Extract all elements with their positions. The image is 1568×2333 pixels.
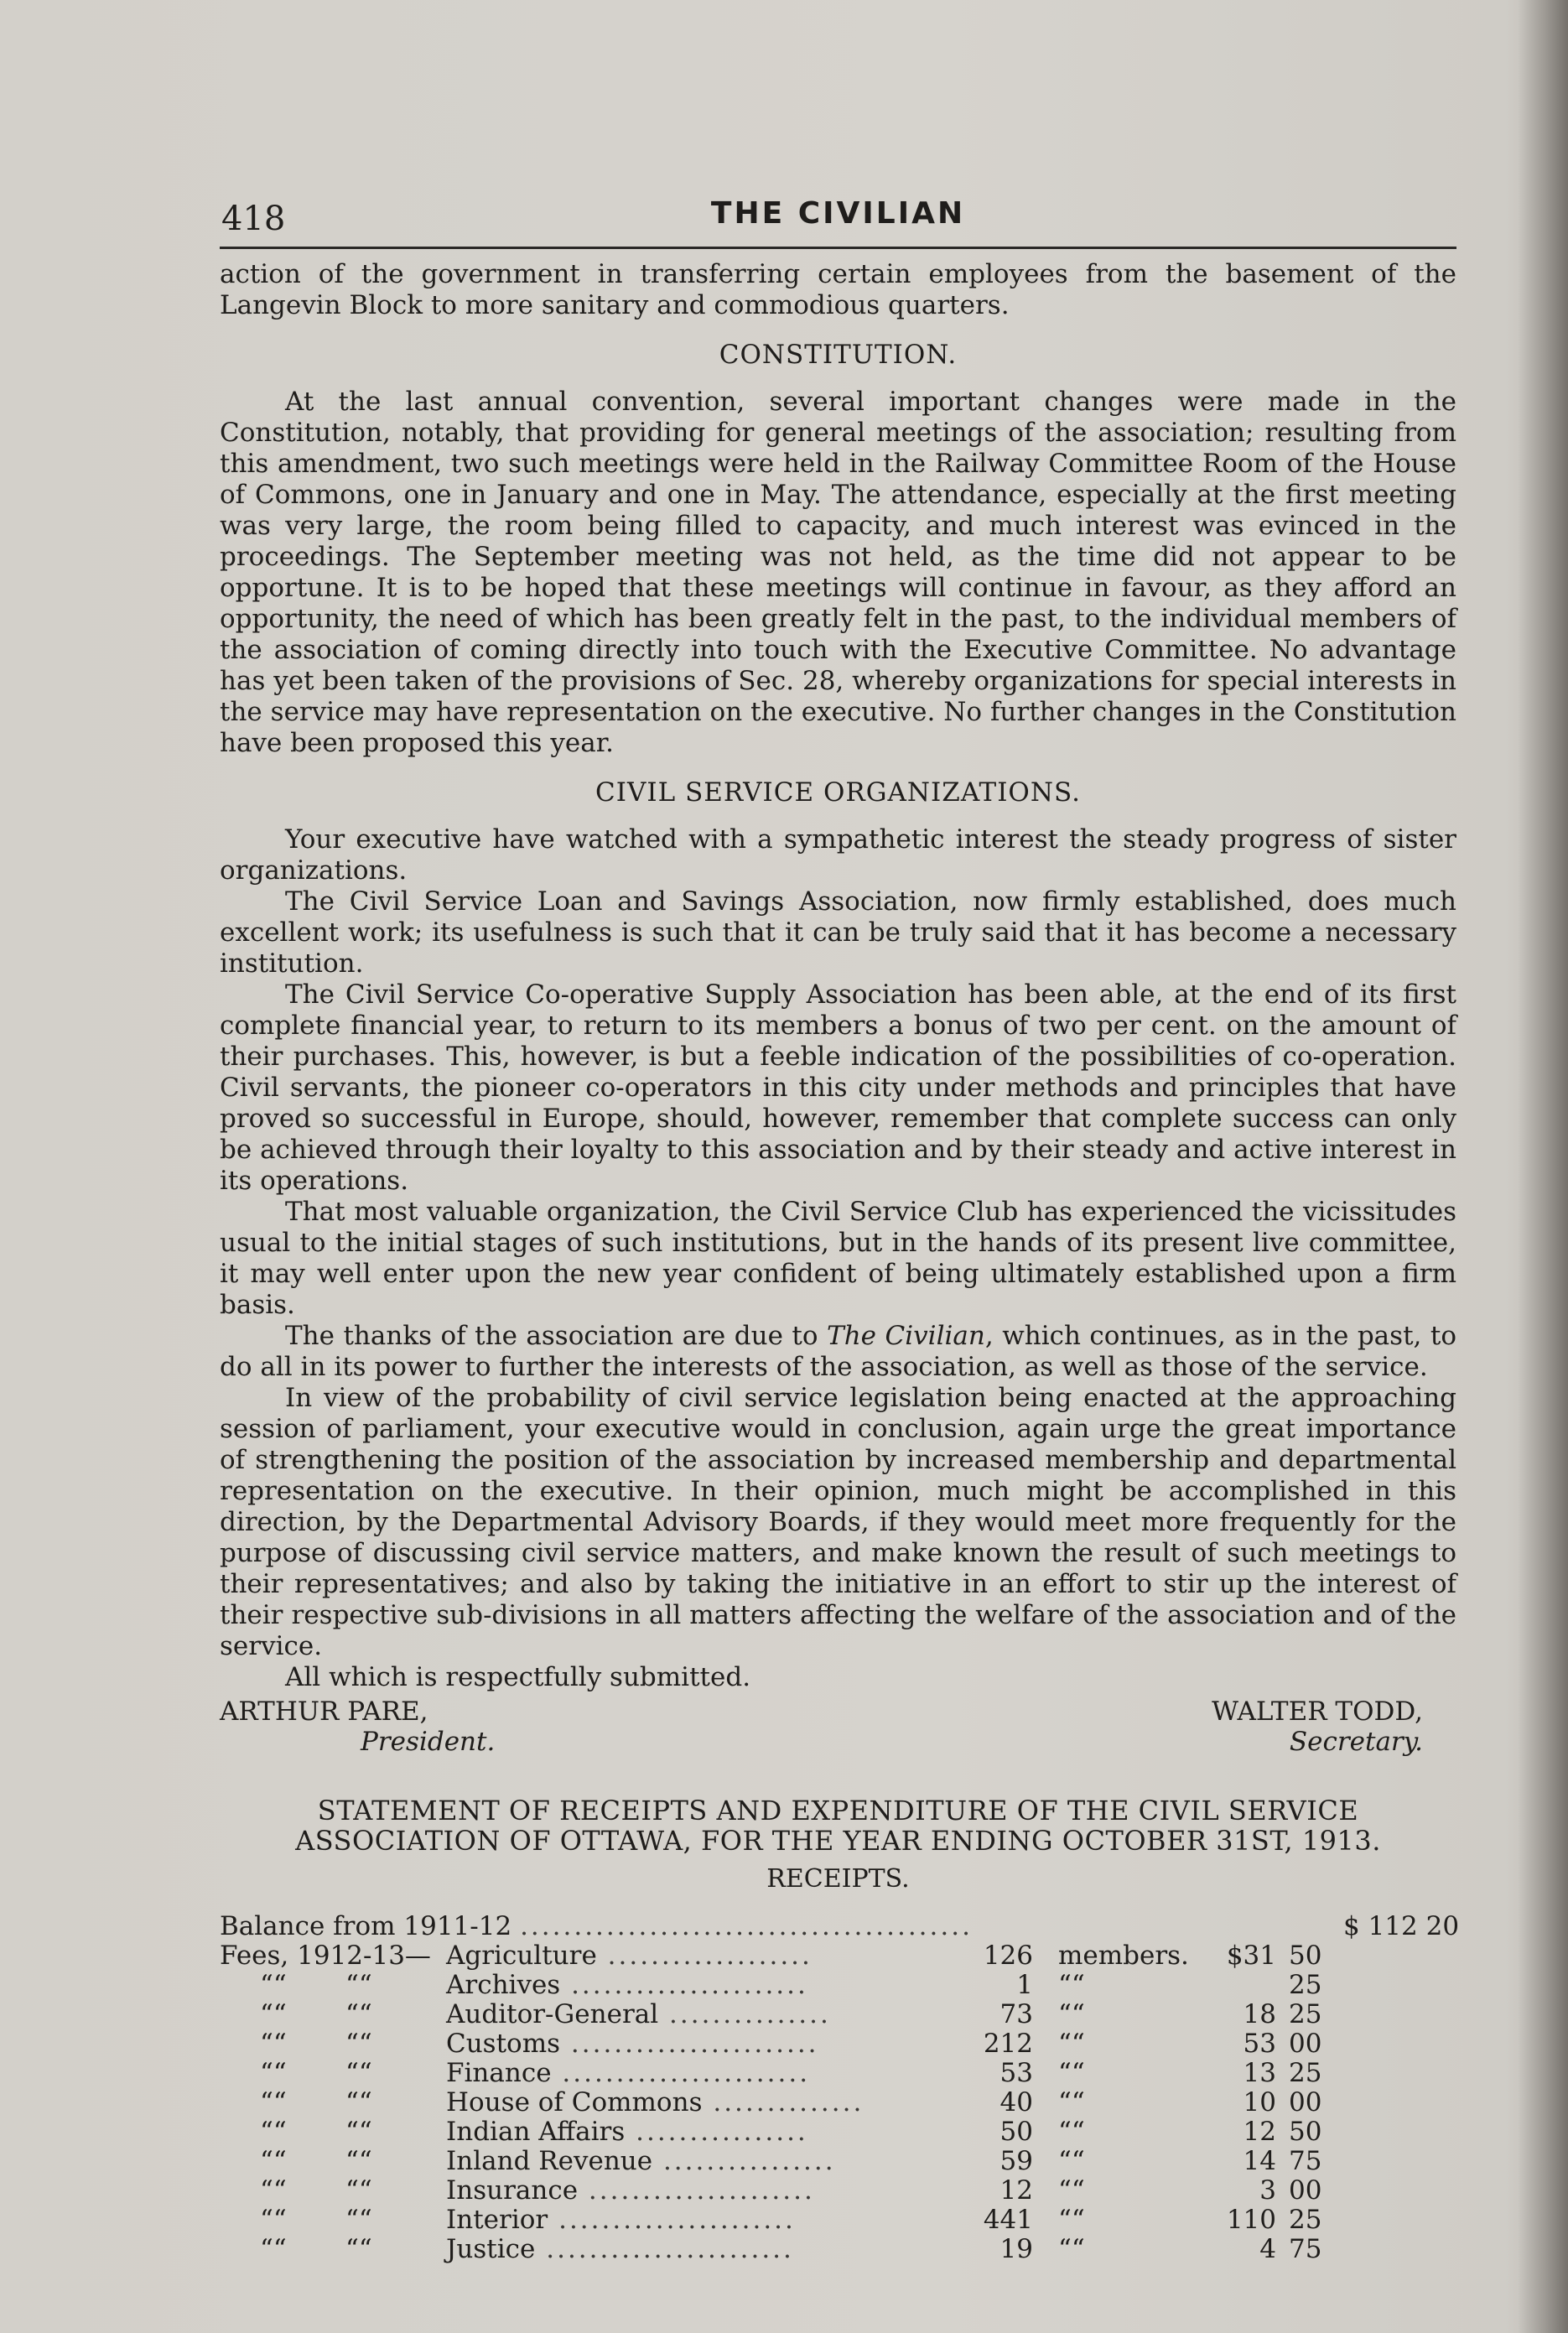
statement-subtitle: RECEIPTS. [766, 1864, 910, 1894]
secretary-name: WALTER TODD, [1212, 1696, 1423, 1727]
fee-dollars: 14 [1243, 2146, 1276, 2176]
fee-dollars: 13 [1243, 2058, 1276, 2088]
fee-row [220, 2029, 1456, 2059]
fee-dollars: $31 [1226, 1941, 1276, 1971]
fee-dollars: 4 [1259, 2234, 1276, 2264]
fee-cents: 75 [1289, 2146, 1322, 2176]
fee-row [220, 1941, 1456, 1971]
header-rule [220, 247, 1456, 249]
member-unit: ““ [1058, 2175, 1085, 2206]
fee-row [220, 2206, 1456, 2235]
member-unit: ““ [1058, 2117, 1085, 2147]
department-name: Auditor-General ............... [446, 1999, 831, 2029]
ditto-mark: ““ [345, 1970, 372, 2000]
fee-cents: 25 [1289, 1999, 1322, 2029]
fee-cents: 00 [1289, 2029, 1322, 2059]
department-name: Agriculture ................... [446, 1941, 813, 1971]
ditto-mark: ““ [260, 2205, 287, 2235]
constitution-paragraph: At the last annual convention, several important changes were made in the Constitution, notably, that providing for general meetings of the association; resulting from this amendment, two such meetings were held in the Railway Committee Room of the House of Commons, one in January and one in May. The attendance, especially at the first meeting was very large, the room being filled to capacity, and much interest was evinced in the proceedings. The September meeting was not held, as the time did not appear to be opportune. It is to be hoped that these meetings will continue in favour, as they afford an opportunity, the need of which has been greatly felt in the past, to the individual members of the association of coming directly into touch with the Executive Committee. No advantage has yet been taken of the provisions of Sec. 28, whereby organizations for special interests in the service may have representation on the executive. No further changes in the Constitution have been proposed this year. [220, 387, 1456, 758]
department-name: Finance ....................... [446, 2058, 811, 2088]
member-unit: ““ [1058, 2146, 1085, 2176]
ditto-mark: ““ [345, 2146, 372, 2176]
ditto-mark: ““ [260, 2058, 287, 2088]
thanks-text-before: The thanks of the association are due to [285, 1321, 828, 1351]
receipts-ledger [220, 1911, 1460, 2264]
fee-dollars: 110 [1226, 2205, 1276, 2235]
fee-dollars: 53 [1243, 2029, 1276, 2059]
fee-row [220, 2000, 1456, 2029]
secretary-role: Secretary. [1289, 1727, 1423, 1757]
member-count: 73 [999, 1999, 1033, 2029]
ditto-mark: ““ [260, 2234, 287, 2264]
fees-prefix: Fees, 1912-13— [220, 1941, 431, 1971]
fee-cents: 75 [1289, 2234, 1322, 2264]
member-count: 1 [1016, 1970, 1033, 2000]
ditto-mark: ““ [260, 2029, 287, 2059]
statement-title: STATEMENT OF RECEIPTS AND EXPENDITURE OF THE CIVIL SERVICE ASSOCIATION OF OTTAWA, FOR THE YEAR ENDING OCTOBER 31ST, 1913. [295, 1795, 1381, 1857]
ditto-mark: ““ [345, 2234, 372, 2264]
ditto-mark: ““ [260, 1999, 287, 2029]
closing-line: All which is respectfully submitted. [285, 1662, 751, 1692]
constitution-heading: CONSTITUTION. [719, 340, 958, 370]
page-number: 418 [221, 200, 286, 238]
journal-name-italic: The Civilian [827, 1321, 985, 1351]
ditto-mark: ““ [345, 2087, 372, 2117]
member-count: 50 [999, 2117, 1033, 2147]
journal-title: THE CIVILIAN [710, 196, 966, 231]
member-unit: ““ [1058, 1970, 1085, 2000]
organizations-heading: CIVIL SERVICE ORGANIZATIONS. [595, 777, 1081, 808]
fee-dollars: 3 [1259, 2175, 1276, 2206]
organizations-paragraph: That most valuable organization, the Civil Service Club has experienced the vicissitudes usual to the initial stages of such institutions, but in the hands of its present live committee, it may well enter upon the new year confident of being ultimately established upon a firm basis. [220, 1197, 1456, 1320]
member-count: 59 [999, 2146, 1033, 2176]
fee-row [220, 2117, 1456, 2147]
ditto-mark: ““ [345, 2175, 372, 2206]
member-unit: ““ [1058, 2087, 1085, 2117]
fee-cents: 25 [1289, 2058, 1322, 2088]
department-name: Insurance ..................... [446, 2175, 815, 2206]
member-count: 19 [999, 2234, 1033, 2264]
ditto-mark: ““ [260, 2146, 287, 2176]
member-count: 53 [999, 2058, 1033, 2088]
fee-cents: 50 [1289, 2117, 1322, 2147]
fee-row [220, 2235, 1456, 2264]
member-count: 441 [983, 2205, 1033, 2235]
member-unit: ““ [1058, 2058, 1085, 2088]
president-name: ARTHUR PARE, [220, 1696, 428, 1727]
department-name: House of Commons .............. [446, 2087, 864, 2117]
thanks-text-after: , which continues, as in the past, to do all in its power to further the interests of the association, as well as those of the service. [220, 1321, 1456, 1382]
department-name: Archives ...................... [446, 1970, 808, 2000]
legislation-paragraph: In view of the probability of civil service legislation being enacted at the approaching session of parliament, your executive would in conclusion, again urge the great importance of strengthening the position of the association by increased membership and departmental representation on the executive. In their opinion, much might be accomplished in this direction, by the Departmental Advisory Boards, if they would meet more frequently for the purpose of discussing civil service matters, and make known the result of such meetings to their representatives; and also by taking the initiative in an effort to stir up the interest of their respective sub-divisions in all matters affecting the welfare of the association and of the service. [220, 1383, 1456, 1661]
page-content [220, 184, 1460, 2264]
page-gutter-shadow [1518, 0, 1568, 2333]
fee-dollars: 10 [1243, 2087, 1276, 2117]
balance-row [220, 1911, 1460, 1941]
fee-cents: 00 [1289, 2175, 1322, 2206]
fee-cents: 00 [1289, 2087, 1322, 2117]
ditto-mark: ““ [345, 2117, 372, 2147]
fee-rows [220, 1941, 1456, 2264]
organizations-paragraph: The Civil Service Loan and Savings Association, now firmly established, does much excellent work; its usefulness is such that it can be truly said that it has become a necessary institution. [220, 886, 1456, 979]
secretary-signature [1212, 1696, 1423, 1757]
member-unit: ““ [1058, 1999, 1085, 2029]
ditto-mark: ““ [345, 2205, 372, 2235]
member-unit: ““ [1058, 2029, 1085, 2059]
fee-cents: 50 [1289, 1941, 1322, 1971]
member-count: 12 [999, 2175, 1033, 2206]
organizations-paragraph: The Civil Service Co-operative Supply Association has been able, at the end of its first complete financial year, to return to its members a bonus of two per cent. on the amount of their purchases. This, however, is but a feeble indication of the possibilities of co-operation. Civil servants, the pioneer co-operators in this city under methods and principles that have proved so successful in Europe, should, however, remember that complete success can only be achieved through their loyalty to this association and by their steady and active interest in its operations. [220, 979, 1456, 1196]
department-name: Indian Affairs ................ [446, 2117, 808, 2147]
fee-row [220, 2059, 1456, 2088]
department-name: Justice ....................... [446, 2234, 794, 2264]
member-count: 126 [983, 1941, 1033, 1971]
president-signature [220, 1696, 495, 1757]
fee-row [220, 2147, 1456, 2176]
balance-amount: $ 112 20 [1343, 1911, 1460, 1941]
thanks-paragraph [220, 1321, 1456, 1383]
department-name: Customs ....................... [446, 2029, 819, 2059]
intro-paragraph: action of the government in transferring certain employees from the basement of the Langevin Block to more sanitary and commodious quarters. [220, 259, 1456, 320]
department-name: Inland Revenue ................ [446, 2146, 836, 2176]
ditto-mark: ““ [260, 1970, 287, 2000]
ditto-mark: ““ [345, 2029, 372, 2059]
page-header [220, 184, 1456, 238]
balance-label: Balance from 1911-12 .......................................... [220, 1911, 973, 1941]
fee-row [220, 2088, 1456, 2117]
fee-cents: 25 [1289, 1970, 1322, 2000]
fee-row [220, 2176, 1456, 2206]
ditto-mark: ““ [345, 2058, 372, 2088]
member-unit: members. [1058, 1941, 1189, 1971]
signature-block [220, 1696, 1456, 1764]
ditto-mark: ““ [260, 2175, 287, 2206]
ditto-mark: ““ [345, 1999, 372, 2029]
organizations-paragraph: Your executive have watched with a sympathetic interest the steady progress of sister organizations. [220, 824, 1456, 886]
ditto-mark: ““ [260, 2087, 287, 2117]
ditto-mark: ““ [260, 2117, 287, 2147]
department-name: Interior ...................... [446, 2205, 796, 2235]
member-unit: ““ [1058, 2234, 1085, 2264]
fee-cents: 25 [1289, 2205, 1322, 2235]
member-count: 40 [999, 2087, 1033, 2117]
fee-dollars: 18 [1243, 1999, 1276, 2029]
member-count: 212 [983, 2029, 1033, 2059]
member-unit: ““ [1058, 2205, 1085, 2235]
fee-row [220, 1971, 1456, 2000]
fee-dollars: 12 [1243, 2117, 1276, 2147]
president-role: President. [361, 1727, 496, 1757]
